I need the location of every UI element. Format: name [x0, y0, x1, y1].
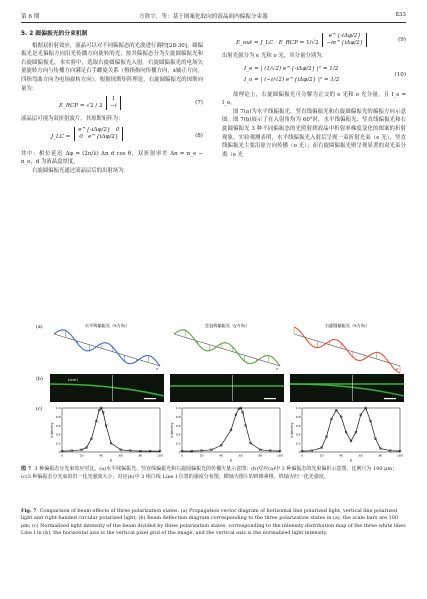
running-title: 方欣宇，等：基于图案化取向的液晶面内偏振分束器 [139, 14, 268, 20]
eq-lhs: J_LC = [51, 133, 71, 140]
x-axis-label: y [350, 458, 352, 462]
caption-en [21, 508, 406, 538]
x-tick-label: 40 [99, 453, 104, 458]
running-header [21, 10, 406, 22]
caption-tag: Fig. 7 [21, 508, 37, 514]
y-tick-label: 0 [58, 450, 61, 455]
y-tick-label: 0.8 [295, 415, 301, 419]
y-tick-label: 0.4 [295, 432, 301, 437]
paragraph: 其中：相位延迟 Δφ = (2π/λ) Δn d cos θ，双折射率差 Δn = n_e − n_o，d 为液晶盒厚度。 [21, 150, 203, 166]
right-column [222, 30, 406, 159]
eq-number: (10) [394, 71, 406, 78]
paragraph: 故理论上，右旋圆偏振光可分解为正交的 e 光和 o 光分量，且 I_e = I_o。 [222, 91, 406, 107]
axis-label-z: z [156, 366, 159, 371]
issue-number: 第 6 期 [21, 14, 40, 20]
paragraph: 右旋圆偏振光通过液晶层后的出射场为： [32, 167, 130, 174]
x-tick-label: 0 [301, 453, 303, 458]
left-column [21, 30, 203, 176]
y-tick-label: 1.0 [295, 406, 301, 411]
paragraph: 出射光强分为 e 光和 o 光，其分量分别为： [222, 53, 327, 59]
y-tick-label: 0.6 [295, 423, 301, 428]
beam-image [290, 374, 404, 402]
polarization-wave [294, 327, 400, 373]
eq-vector [106, 96, 120, 110]
scale-bar [264, 398, 276, 399]
panel-label-c: (c) [36, 407, 43, 412]
scale-bar [384, 398, 396, 399]
panel-label-b: (b) [36, 377, 43, 382]
caption-cn [21, 466, 406, 482]
x-tick-label: 20 [79, 453, 84, 458]
axis-label-z: z [276, 366, 279, 371]
wave-title: 右旋圆偏振光（x方向） [324, 323, 370, 328]
x-tick-label: 60 [238, 453, 243, 458]
matrix-entry: e^{-iΔφ/2} [78, 126, 111, 133]
equation-9 [222, 30, 406, 52]
y-tick-label: 0.2 [55, 441, 61, 446]
intensity-curve [182, 408, 280, 451]
eq-number: (9) [398, 37, 406, 43]
y-axis-label: Intensity [50, 422, 54, 438]
caption-tag: 图 7 [21, 466, 32, 472]
y-tick-label: 0.4 [175, 432, 181, 437]
plot-frame [302, 408, 400, 452]
eq-matrix [74, 127, 123, 141]
x-tick-label: 60 [358, 453, 363, 458]
eq-coef: √2 / 2 [86, 103, 103, 110]
equation-7 [21, 93, 203, 115]
x-tick-label: 80 [258, 453, 263, 458]
beam-image [170, 374, 284, 402]
matrix-entry: e^{iΔφ/2} [88, 133, 119, 140]
eq-line: I_e = | (1/√2) e^{-iΔφ/2} |² = 1/2 [244, 65, 339, 72]
y-axis-label: Intensity [290, 422, 294, 438]
x-tick-label: 20 [199, 453, 204, 458]
intensity-curve [62, 408, 160, 451]
figure-canvas [36, 320, 403, 462]
eq-number: (8) [195, 132, 203, 139]
wave-title: 竖直线偏振光（y方向） [204, 323, 250, 328]
y-tick-label: 0.2 [295, 441, 301, 446]
plot-frame [62, 408, 160, 452]
y-tick-label: 0.2 [175, 441, 181, 446]
wave-title: 水平线偏振光（x方向） [84, 323, 130, 328]
y-tick-label: 1.0 [55, 406, 61, 411]
y-tick-label: 0.8 [175, 415, 181, 419]
x-tick-label: 0 [61, 453, 63, 458]
matrix-entry: 0 [79, 133, 83, 140]
eq-number: (7) [195, 100, 203, 107]
axis-label-z: z [396, 366, 399, 371]
vec-entry: −ie^{iΔφ/2} [326, 40, 364, 46]
y-axis-label: Intensity [170, 422, 174, 438]
line-label: Line I [68, 377, 79, 382]
x-tick-label: 100 [157, 453, 163, 458]
x-tick-label: 100 [397, 453, 403, 458]
panel-label-a: (a) [36, 325, 43, 330]
propagation-axis [54, 334, 160, 366]
eq-coef: 1/√2 [306, 40, 319, 46]
x-tick-label: 40 [219, 453, 224, 458]
eq-lhs: E_out = J_LC · E_RCP = [236, 40, 305, 46]
figure-7 [36, 320, 403, 462]
vec-entry: 1 [111, 96, 116, 103]
vec-entry: −i [110, 103, 117, 110]
caption-text: Comparison of beam effects of three polarization states. (a) Propagation vector diagram of horizontal line polarized light, vertical line polarized light and right-handed circular polarized light; (b) Beam deflection diagram corresponding to the three polarization states in (a), the scale bars are 100 μm; (c) Normalized light intensity of the beam divided by three polarization states, corresponding to the intensity distribution map of the three white lines Line I in (b), the horizontal axis is the vertical pixel grid of the image, and the vertical axis is the normalized light intensity. [21, 508, 406, 537]
intensity-curve [302, 408, 400, 451]
x-axis-label: y [230, 458, 232, 462]
vec-entry: e^{-iΔφ/2} [328, 33, 361, 39]
section-title: 5. 2 圆偏振光的分束机制 [21, 31, 88, 37]
x-tick-label: 60 [118, 453, 123, 458]
page-number: 833 [395, 12, 406, 18]
eq-vector [322, 33, 367, 47]
x-axis-label: y [110, 458, 112, 462]
scale-bar [144, 398, 156, 399]
polarization-wave [174, 330, 280, 366]
x-tick-label: 100 [277, 453, 283, 458]
y-tick-label: 0.4 [55, 432, 61, 437]
eq-lhs: E_RCP = [59, 103, 85, 110]
y-tick-label: 0.6 [175, 423, 181, 428]
header-rule [21, 22, 406, 23]
x-tick-label: 80 [138, 453, 143, 458]
y-tick-label: 0.6 [55, 423, 61, 428]
polarization-wave [54, 330, 160, 366]
eq-line: I_o = | (−i/√2) e^{iΔφ/2} |² = 1/2 [244, 76, 340, 83]
equation-10 [222, 61, 406, 91]
propagation-axis [174, 334, 280, 366]
y-tick-label: 0 [298, 450, 301, 455]
x-tick-label: 80 [378, 453, 383, 458]
x-tick-label: 0 [181, 453, 183, 458]
matrix-entry: 0 [115, 126, 120, 133]
y-tick-label: 0 [178, 450, 181, 455]
y-tick-label: 1.0 [175, 406, 181, 411]
equation-8 [21, 124, 203, 150]
paragraph: 液晶层可视为双折射波片，其琼斯矩阵为： [21, 116, 124, 123]
caption-text: 3 种偏振态分光束效应对比。(a)水平线偏振光、竖直线偏振光和右旋圆偏振光的传播矢量示意图；(b)对应(a)中 3 种偏振态的光束偏折示意图，比例尺为 100 μm；(c)3 种偏振态分光束的归一化光强度大小，对应(b)中 3 组白线 Line I 位置的强度分布图，横轴为图片的纵像素格，纵轴为归一化光强度。 [21, 466, 398, 480]
paragraph: 根据双折射效应，液晶可以对不同偏振态的光波进行调控[28-30]。圆偏振光是光偏振方向沿光传播方向旋转的光，按其偏振态分为左旋圆偏振光和右旋圆偏振光。本实验中，选取右旋圆偏振光入射。右旋圆偏振光的电场矢量旋转方向与传播方向满足右手螺旋关系（拇指指向传播方向，x轴正方向，四指弯曲方向为电场旋转方向）。根据琼斯矩阵理论，右旋圆偏振光的琼斯向量为： [21, 42, 203, 92]
y-tick-label: 0.8 [55, 415, 61, 419]
x-tick-label: 20 [319, 453, 324, 458]
x-tick-label: 40 [339, 453, 344, 458]
paragraph: 图 7(a)为水平线偏振光、竖直线偏振光和右旋圆偏振光的偏振方向示意图。图 7(b)展示了在入射角均为 60°时，水平线偏振光、竖直线偏振光和右旋圆偏振光 3 种不同偏振态的光照射到液晶中折射率梯度变化的图案的折射现象。实验观测表明，水平线偏振光入射后呈现一束折射光束（e 光），竖直线偏振光主要沿原方向传播（o 光）；而右旋圆偏振光则呈现显著的双光束分离（e 光 [222, 108, 406, 158]
